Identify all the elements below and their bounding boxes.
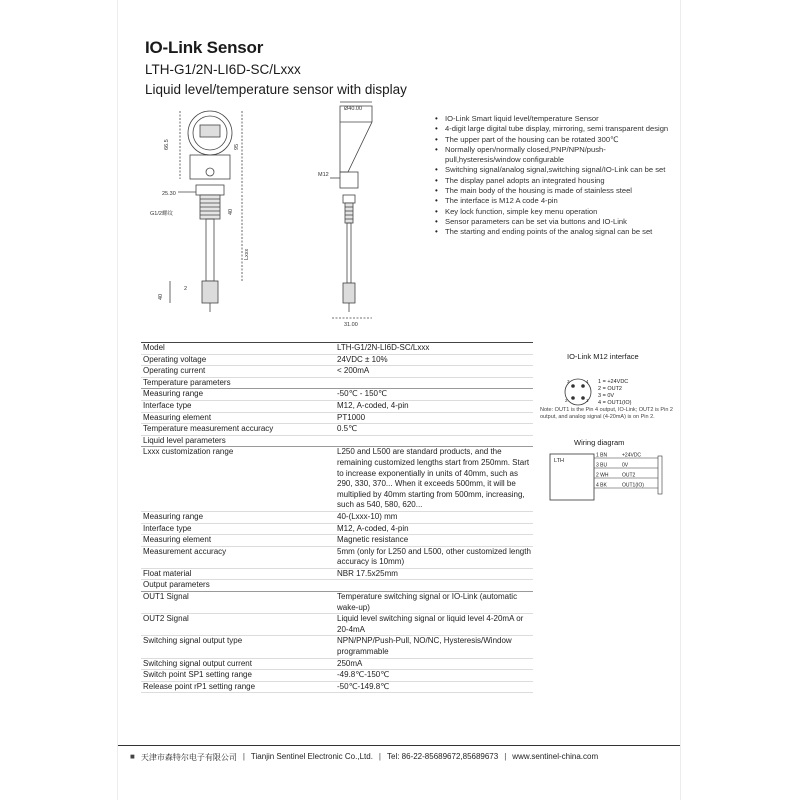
feature-item: • The main body of the housing is made of stainless steel bbox=[435, 186, 671, 196]
spec-section-row bbox=[141, 377, 533, 389]
footer-tel: Tel: 86-22-85689672,85689673 bbox=[387, 752, 499, 761]
wire-color-label: 4 BK bbox=[596, 482, 607, 489]
spec-value: 40-(Lxxx-10) mm bbox=[335, 511, 533, 523]
spec-row bbox=[141, 636, 533, 658]
spec-value: -50℃-149.8℃ bbox=[335, 681, 533, 693]
spec-row bbox=[141, 568, 533, 580]
pinout-note: Note: OUT1 is the Pin 4 output, IO-Link; OUT2 is Pin 2 output, and analog signal (4-20mA) is on Pin 2. bbox=[540, 407, 673, 420]
spec-row bbox=[141, 424, 533, 436]
spec-key: Measuring element bbox=[141, 412, 335, 424]
feature-item: • Sensor parameters can be set via buttons and IO-Link bbox=[435, 217, 671, 227]
spec-value: Magnetic resistance bbox=[335, 535, 533, 547]
svg-text:2: 2 bbox=[565, 398, 568, 403]
wire-color-label: 1 BN bbox=[596, 452, 608, 459]
dim-float-width: 2 bbox=[184, 286, 188, 292]
feature-item: • IO-Link Smart liquid level/temperature Sensor bbox=[435, 114, 671, 124]
spec-row bbox=[141, 447, 533, 512]
footer-website-link[interactable]: www.sentinel-china.com bbox=[512, 752, 599, 761]
spec-row bbox=[141, 592, 533, 614]
technical-drawing bbox=[140, 100, 390, 340]
document-subtitle: Liquid level/temperature sensor with display bbox=[145, 82, 407, 97]
spec-value: NBR 17.5x25mm bbox=[335, 568, 533, 580]
side-body bbox=[340, 172, 358, 188]
hex-nut bbox=[196, 185, 224, 195]
footer-company-cn: 天津市森特尔电子有限公司 bbox=[140, 753, 237, 762]
feature-item: • 4-digit large digital tube display, mirroring, semi transparent design bbox=[435, 124, 671, 134]
svg-text:4: 4 bbox=[586, 379, 589, 384]
dim-height-left: 66.5 bbox=[164, 139, 170, 150]
spec-value: Temperature switching signal or IO-Link (automatic wake-up) bbox=[335, 592, 533, 614]
spec-key: OUT1 Signal bbox=[141, 592, 335, 614]
pin-label: 1 = +24VDC bbox=[598, 379, 629, 385]
spec-value: L250 and L500 are standard products, and the remaining customized lengths start from 250mm. Start to increase exponentially in units of 40mm, such as 290, 330, 370... When it exceeds 500mm, it will be multiplied by 40mm starting from 500mm, increasing, such as 540, 580, 620... bbox=[335, 447, 533, 512]
spec-key: Measuring range bbox=[141, 389, 335, 401]
feature-item: • Switching signal/analog signal,switching signal/IO-Link can be set bbox=[435, 165, 671, 175]
spec-row bbox=[141, 412, 533, 424]
float bbox=[202, 281, 218, 303]
spec-value: -50℃ - 150℃ bbox=[335, 389, 533, 401]
spec-row bbox=[141, 354, 533, 366]
spec-key: Lxxx customization range bbox=[141, 447, 335, 512]
spec-key: Liquid level parameters bbox=[141, 435, 335, 447]
spec-key: Switching signal output type bbox=[141, 636, 335, 658]
spec-value: Liquid level switching signal or liquid level 4-20mA or 20-4mA bbox=[335, 614, 533, 636]
iolink-interface-title: IO-Link M12 interface bbox=[567, 352, 639, 361]
spec-value: PT1000 bbox=[335, 412, 533, 424]
wire-signal-label: OUT1(IO) bbox=[622, 482, 644, 489]
feature-item: • Normally open/normally closed,PNP/NPN/push-pull,hysteresis/window configurable bbox=[435, 145, 671, 166]
probe-stem bbox=[206, 219, 214, 281]
spec-key: Measuring range bbox=[141, 511, 335, 523]
spec-row bbox=[141, 511, 533, 523]
dim-height-right: 95 bbox=[234, 143, 240, 150]
spec-key: Switch point SP1 setting range bbox=[141, 670, 335, 682]
dim-thread: G1/2螺纹 bbox=[150, 211, 173, 217]
spec-key: Operating voltage bbox=[141, 354, 335, 366]
spec-key: Measuring element bbox=[141, 535, 335, 547]
load-icon bbox=[658, 456, 662, 494]
spec-row bbox=[141, 614, 533, 636]
spec-row bbox=[141, 523, 533, 535]
spec-row bbox=[141, 535, 533, 547]
spec-value bbox=[335, 435, 533, 447]
wiring-device-label: LTH bbox=[554, 458, 564, 464]
footer-company-en: Tianjin Sentinel Electronic Co.,Ltd. bbox=[250, 752, 373, 761]
svg-text:1: 1 bbox=[586, 398, 589, 403]
wire-signal-label: +24VDC bbox=[622, 452, 642, 459]
feature-item: • The interface is M12 A code 4-pin bbox=[435, 196, 671, 206]
wire-signal-label: 0V bbox=[622, 462, 629, 469]
spec-section-row bbox=[141, 435, 533, 447]
spec-value: 250mA bbox=[335, 658, 533, 670]
pin-label: 4 = OUT1(IO) bbox=[598, 400, 632, 406]
spec-key: Interface type bbox=[141, 523, 335, 535]
spec-value: 0.5℃ bbox=[335, 424, 533, 436]
spec-row bbox=[141, 343, 533, 355]
spec-key: Temperature parameters bbox=[141, 377, 335, 389]
feature-item: • The upper part of the housing can be rotated 300℃ bbox=[435, 135, 671, 145]
button-icon bbox=[206, 168, 214, 176]
dim-lxxx: Lxxx bbox=[244, 248, 250, 260]
spec-value: M12, A-coded, 4-pin bbox=[335, 400, 533, 412]
feature-item: • The display panel adopts an integrated housing bbox=[435, 176, 671, 186]
spec-value: LTH-G1/2N-LI6D-SC/Lxxx bbox=[335, 343, 533, 355]
model-number: LTH-G1/2N-LI6D-SC/Lxxx bbox=[145, 62, 301, 77]
spec-row bbox=[141, 546, 533, 568]
feature-item: • Key lock function, simple key menu operation bbox=[435, 207, 671, 217]
spec-row bbox=[141, 681, 533, 693]
spec-value: M12, A-coded, 4-pin bbox=[335, 523, 533, 535]
wiring-diagram bbox=[540, 450, 674, 510]
spec-key: Release point rP1 setting range bbox=[141, 681, 335, 693]
dim-hex: 25.30 bbox=[162, 191, 176, 197]
spec-section-row bbox=[141, 580, 533, 592]
spec-value bbox=[335, 580, 533, 592]
spec-row bbox=[141, 400, 533, 412]
wiring-diagram-title: Wiring diagram bbox=[574, 438, 625, 447]
wire-color-label: 2 WH bbox=[596, 472, 609, 479]
wire-signal-label: OUT2 bbox=[622, 472, 636, 479]
spec-key: Temperature measurement accuracy bbox=[141, 424, 335, 436]
spec-key: Output parameters bbox=[141, 580, 335, 592]
display-window bbox=[200, 125, 220, 137]
footer-divider bbox=[118, 745, 680, 746]
dim-top-width: Ø40.00 bbox=[344, 106, 363, 112]
spec-value: NPN/PNP/Push-Pull, NO/NC, Hysteresis/Window programmable bbox=[335, 636, 533, 658]
feature-item: • The starting and ending points of the analog signal can be set bbox=[435, 227, 671, 237]
spec-row bbox=[141, 366, 533, 378]
footer: ■ 天津市森特尔电子有限公司 | Tianjin Sentinel Electronic Co.,Ltd. | Tel: 86-22-85689672,85689673 | www.sentinel-china.com bbox=[130, 752, 599, 762]
spec-key: Measurement accuracy bbox=[141, 546, 335, 568]
dim-bottom-width: 31.00 bbox=[344, 322, 358, 328]
dim-m12: M12 bbox=[318, 172, 329, 178]
svg-text:3: 3 bbox=[567, 379, 570, 384]
spec-key: Float material bbox=[141, 568, 335, 580]
side-nut bbox=[343, 195, 355, 203]
document-title: IO-Link Sensor bbox=[145, 38, 264, 57]
spec-row bbox=[141, 670, 533, 682]
spec-row bbox=[141, 389, 533, 401]
feature-list bbox=[435, 114, 671, 238]
spec-key: OUT2 Signal bbox=[141, 614, 335, 636]
spec-row bbox=[141, 658, 533, 670]
spec-key: Model bbox=[141, 343, 335, 355]
side-head bbox=[340, 106, 372, 172]
spec-value: 5mm (only for L250 and L500, other customized length accuracy is 10mm) bbox=[335, 546, 533, 568]
neck-body bbox=[190, 155, 230, 179]
wire-color-label: 3 BU bbox=[596, 462, 608, 469]
dim-float-height: 40 bbox=[158, 293, 164, 300]
spec-value: 24VDC ± 10% bbox=[335, 354, 533, 366]
spec-value: -49.8℃-150℃ bbox=[335, 670, 533, 682]
dim-40: 40 bbox=[228, 208, 234, 215]
spec-value bbox=[335, 377, 533, 389]
spec-key: Switching signal output current bbox=[141, 658, 335, 670]
pin-label: 2 = OUT2 bbox=[598, 386, 622, 392]
spec-key: Interface type bbox=[141, 400, 335, 412]
spec-value: < 200mA bbox=[335, 366, 533, 378]
spec-key: Operating current bbox=[141, 366, 335, 378]
spec-table bbox=[141, 342, 533, 693]
pin-label: 3 = 0V bbox=[598, 393, 615, 399]
